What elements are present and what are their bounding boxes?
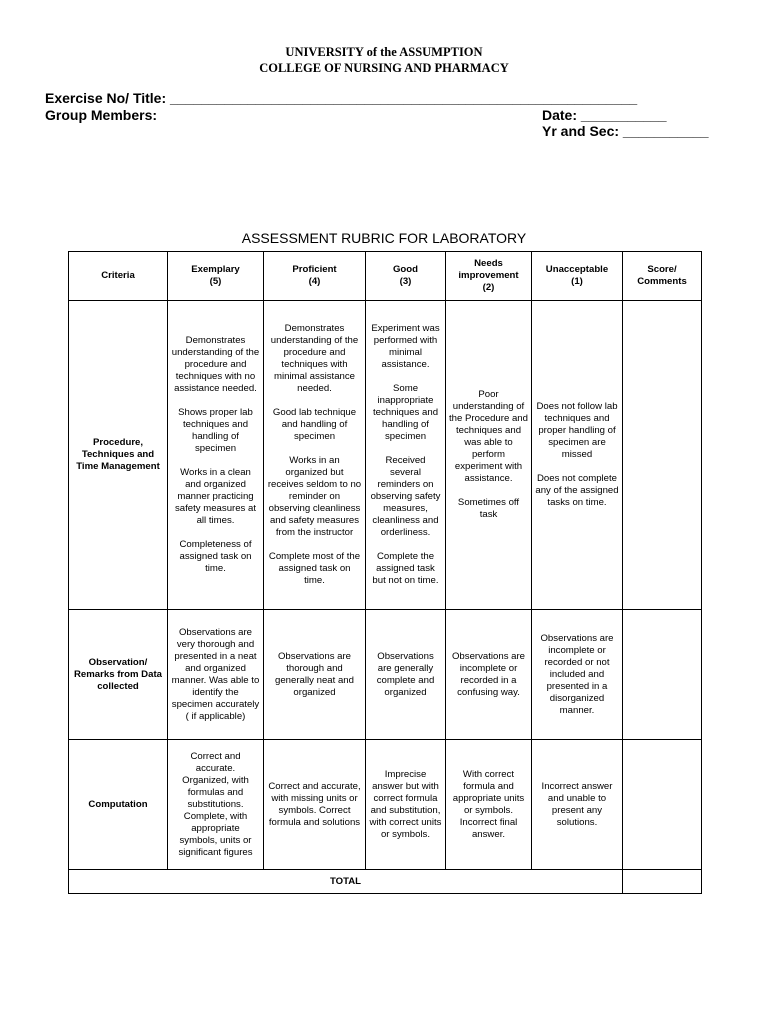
college-name: COLLEGE OF NURSING AND PHARMACY — [259, 61, 509, 75]
good-header: Good (3) — [366, 252, 446, 301]
unacceptable-cell: Incorrect answer and unable to present any solutions. — [532, 740, 623, 870]
university-name: UNIVERSITY of the ASSUMPTION — [285, 45, 483, 59]
good-cell: Imprecise answer but with correct formula and substitution, with correct units or symbols. — [366, 740, 446, 870]
proficient-cell: Correct and accurate, with missing units or symbols. Correct formula and solutions — [264, 740, 366, 870]
total-label: TOTAL — [69, 870, 623, 894]
score-cell[interactable] — [623, 301, 702, 610]
unacceptable-cell: Does not follow lab techniques and proper handling of specimen are missed Does not complete any of the assigned tasks on time. — [532, 301, 623, 610]
unacceptable-header: Unacceptable (1) — [532, 252, 623, 301]
yr-sec-field[interactable]: Yr and Sec: ___________ — [542, 123, 709, 139]
date-field[interactable]: Date: ___________ — [542, 107, 667, 123]
exemplary-cell: Demonstrates understanding of the procedure and techniques with no assistance needed. Shows proper lab techniques and handling of specimen Works in a clean and organized manner practicing safety measures at all times. Completeness of assigned task on time. — [168, 301, 264, 610]
table-row-computation — [69, 740, 702, 870]
group-members-field[interactable]: Group Members: — [45, 107, 158, 123]
table-row-procedure — [69, 301, 702, 610]
exemplary-header: Exemplary (5) — [168, 252, 264, 301]
needs-improvement-cell: With correct formula and appropriate units or symbols. Incorrect final answer. — [446, 740, 532, 870]
score-cell[interactable] — [623, 610, 702, 740]
score-comments-header: Score/ Comments — [623, 252, 702, 301]
exercise-title-field[interactable]: Exercise No/ Title: ____________________________________________________________ — [45, 90, 638, 106]
header-row — [69, 252, 702, 301]
criteria-cell: Procedure, Techniques and Time Management — [69, 301, 168, 610]
table-row-observation — [69, 610, 702, 740]
proficient-cell: Observations are thorough and generally neat and organized — [264, 610, 366, 740]
proficient-cell: Demonstrates understanding of the procedure and techniques with minimal assistance needed. Good lab technique and handling of specimen Works in an organized but receives seldom to no reminder on observing cleanliness and safety measures from the instructor Complete most of the assigned task on time. — [264, 301, 366, 610]
good-cell: Observations are generally complete and organized — [366, 610, 446, 740]
criteria-header: Criteria — [69, 252, 168, 301]
total-score-cell[interactable] — [623, 870, 702, 894]
unacceptable-cell: Observations are incomplete or recorded or not included and presented in a disorganized manner. — [532, 610, 623, 740]
rubric-title: ASSESSMENT RUBRIC FOR LABORATORY — [241, 230, 527, 246]
proficient-header: Proficient (4) — [264, 252, 366, 301]
needs-improvement-cell: Observations are incomplete or recorded in a confusing way. — [446, 610, 532, 740]
needs-improvement-header: Needs improvement (2) — [446, 252, 532, 301]
good-cell: Experiment was performed with minimal assistance. Some inappropriate techniques and handling of specimen Received several reminders on observing safety measures, cleanliness and orderliness. Complete the assigned task but not on time. — [366, 301, 446, 610]
criteria-cell: Observation/ Remarks from Data collected — [69, 610, 168, 740]
total-row — [69, 870, 702, 894]
score-cell[interactable] — [623, 740, 702, 870]
criteria-cell: Computation — [69, 740, 168, 870]
exemplary-cell: Observations are very thorough and presented in a neat and organized manner. Was able to identify the specimen accurately ( if applicable) — [168, 610, 264, 740]
rubric-table — [68, 251, 702, 894]
needs-improvement-cell: Poor understanding of the Procedure and techniques and was able to perform experiment with assistance. Sometimes off task — [446, 301, 532, 610]
exemplary-cell: Correct and accurate. Organized, with formulas and substitutions. Complete, with appropriate symbols, units or significant figures — [168, 740, 264, 870]
